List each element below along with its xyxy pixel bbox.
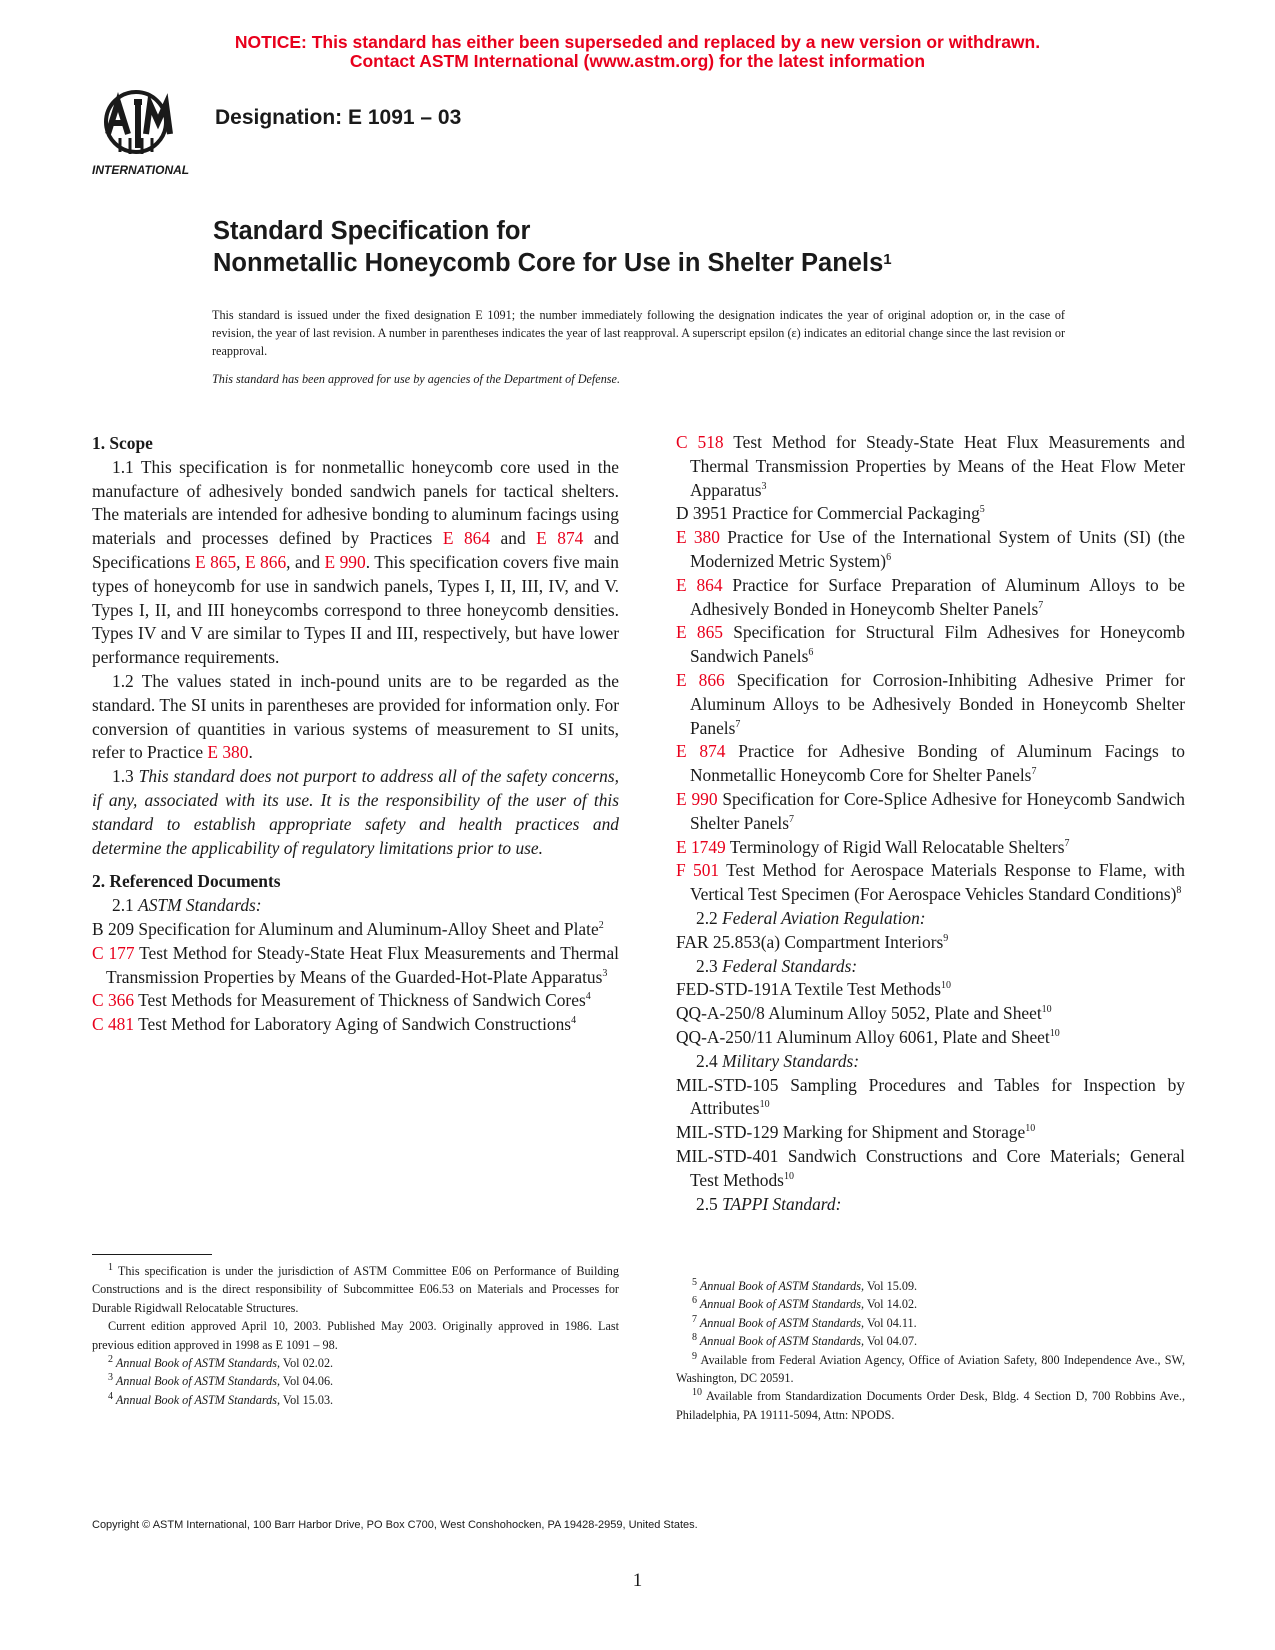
faa-ref-footnote-mark: 9 bbox=[943, 932, 949, 944]
title-line-2: Nonmetallic Honeycomb Core for Use in Shelter Panels$^1$ bbox=[213, 249, 892, 277]
astm-ref-code[interactable]: C 366 bbox=[92, 990, 135, 1011]
footnote-book-volume bbox=[92, 1391, 619, 1409]
astm-ref-title: Test Method for Aerospace Materials Response to Flame, with Vertical Test Specimen (For Aerospace Vehicles Standard Conditions) bbox=[690, 860, 1186, 905]
mil-ref-footnote-mark: 10 bbox=[1025, 1123, 1036, 1135]
designation: Designation: E 1091 – 03 bbox=[215, 106, 462, 129]
astm-ref-footnote-mark: 6 bbox=[808, 647, 814, 659]
fed-ref-item bbox=[676, 1002, 1185, 1026]
link-e866[interactable]: E 866 bbox=[244, 551, 287, 572]
mil-ref-title: Sandwich Constructions and Core Materials; General Test Methods bbox=[690, 1145, 1185, 1190]
astm-ref-item bbox=[92, 918, 619, 942]
fed-ref-footnote-mark: 10 bbox=[1049, 1028, 1060, 1040]
footnote-volume: Vol 02.02. bbox=[280, 1356, 334, 1371]
footnotes-left bbox=[92, 1262, 619, 1409]
faa-label: 2.2 Federal Aviation Regulation: bbox=[696, 907, 926, 928]
astm-ref-footnote-mark: 7 bbox=[1064, 837, 1070, 849]
title-line-1: Standard Specification for bbox=[213, 217, 531, 245]
footnote-book-volume bbox=[92, 1354, 619, 1372]
fed-ref-code: QQ-A-250/11 bbox=[676, 1026, 773, 1047]
fed-ref-footnote-mark: 10 bbox=[1041, 1004, 1052, 1016]
astm-ref-footnote-mark: 7 bbox=[1031, 766, 1037, 778]
right-column bbox=[676, 431, 1185, 1216]
mil-ref-item bbox=[676, 1074, 1185, 1122]
astm-ref-item bbox=[92, 989, 619, 1013]
footnote-1: $^1$ This specification is under the jurisdiction of ASTM Committee E06 on Performance of Building Constructions and is the direct responsibility of Subcommittee E06.53 on Materials and Processes for Durable Rigidwall Relocatable Structures. bbox=[92, 1261, 619, 1315]
astm-ref-footnote-mark: 3 bbox=[602, 967, 608, 979]
astm-ref-code[interactable]: E 864 bbox=[676, 574, 723, 595]
link-e380[interactable]: E 380 bbox=[207, 742, 249, 763]
footnote-mark: 7 bbox=[692, 1313, 697, 1325]
fed-ref-code: FED-STD-191A bbox=[676, 979, 791, 1000]
astm-ref-item bbox=[676, 740, 1185, 788]
fed-ref-item bbox=[676, 978, 1185, 1002]
astm-ref-title: Test Method for Laboratory Aging of Sandwich Constructions bbox=[134, 1014, 572, 1035]
tappi-standard-label: 2.5 TAPPI Standard: bbox=[696, 1193, 842, 1214]
astm-ref-title: Practice for Commercial Packaging bbox=[727, 503, 980, 524]
astm-ref-item bbox=[676, 836, 1185, 860]
faa-ref-item bbox=[676, 931, 1185, 955]
astm-ref-item bbox=[92, 942, 619, 990]
astm-ref-code[interactable]: C 481 bbox=[92, 1014, 135, 1035]
astm-ref-title: Specification for Aluminum and Aluminum-Alloy Sheet and Plate bbox=[134, 918, 599, 939]
fed-ref-item bbox=[676, 1026, 1185, 1050]
footnote-book-title: Annual Book of ASTM Standards, bbox=[113, 1392, 281, 1407]
astm-ref-footnote-mark: 8 bbox=[1176, 885, 1182, 897]
federal-reference-list bbox=[676, 978, 1185, 1049]
footnote-volume: Vol 15.09. bbox=[864, 1279, 918, 1293]
astm-ref-code[interactable]: E 865 bbox=[676, 622, 723, 643]
link-e864[interactable]: E 864 bbox=[442, 528, 491, 549]
astm-ref-footnote-mark: 7 bbox=[789, 813, 795, 825]
astm-ref-item bbox=[676, 502, 1185, 526]
footnote-10: $^{10}$ Available from Standardization Documents Order Desk, Bldg. 4 Section D, 700 Robbins Ave., Philadelphia, PA 19111-5094, Attn: NPODS. bbox=[676, 1387, 1185, 1422]
astm-ref-item bbox=[676, 788, 1185, 836]
mil-ref-title: Marking for Shipment and Storage bbox=[778, 1122, 1026, 1143]
section-heading-referenced-documents: 2. Referenced Documents bbox=[92, 871, 281, 892]
page-number: 1 bbox=[632, 1570, 643, 1591]
dod-approval-note: This standard has been approved for use by agencies of the Department of Defense. bbox=[212, 372, 620, 386]
astm-ref-item bbox=[676, 621, 1185, 669]
fed-ref-code: QQ-A-250/8 bbox=[676, 1003, 765, 1024]
astm-ref-title: Practice for Adhesive Bonding of Aluminum Facings to Nonmetallic Honeycomb Core for Shelter Panels bbox=[690, 741, 1185, 786]
astm-ref-code[interactable]: E 990 bbox=[676, 788, 718, 809]
right-reference-list bbox=[676, 431, 1185, 907]
footnote-volume: Vol 04.11. bbox=[864, 1315, 917, 1330]
footnote-mark: 4 bbox=[108, 1390, 113, 1402]
footnote-mark: 3 bbox=[108, 1372, 113, 1384]
faa-ref-code: FAR 25.853(a) bbox=[676, 931, 781, 952]
footnote-book-title: Annual Book of ASTM Standards, bbox=[697, 1334, 865, 1349]
footnote-volume: Vol 04.07. bbox=[864, 1334, 918, 1349]
footnote-book-volume bbox=[676, 1295, 1185, 1313]
mil-ref-code: MIL-STD-401 bbox=[676, 1145, 779, 1166]
astm-ref-code[interactable]: E 874 bbox=[676, 741, 726, 762]
fed-ref-title: Aluminum Alloy 6061, Plate and Sheet bbox=[772, 1026, 1050, 1047]
title-footnote-mark: 1 bbox=[883, 251, 892, 268]
astm-ref-item bbox=[676, 669, 1185, 740]
footnote-mark: 6 bbox=[692, 1295, 697, 1307]
standard-issuance-note: This standard is issued under the fixed designation E 1091; the number immediately following the designation indicates the year of original adoption or, in the case of revision, the year of last revision. A number in parentheses indicates the year of last reapproval. A superscript epsilon (ε) indicates an editorial change since the last revision or reapproval. bbox=[212, 308, 1065, 358]
copyright-line: Copyright © ASTM International, 100 Barr Harbor Drive, PO Box C700, West Conshohocken, PA 19428-2959, United States. bbox=[92, 1519, 698, 1531]
astm-ref-code[interactable]: C 518 bbox=[676, 432, 724, 452]
logo-text: INTERNATIONAL bbox=[92, 163, 190, 177]
astm-ref-title: Test Method for Steady-State Heat Flux Measurements and Thermal Transmission Properties by Means of the Guarded-Hot-Plate Apparatus bbox=[106, 942, 619, 987]
astm-ref-title: Test Methods for Measurement of Thickness of Sandwich Cores bbox=[134, 990, 586, 1011]
footnote-book-title: Annual Book of ASTM Standards, bbox=[697, 1297, 865, 1312]
notice-line-2: Contact ASTM International (www.astm.org) for the latest information bbox=[349, 51, 926, 71]
fed-ref-title: Textile Test Methods bbox=[790, 979, 942, 1000]
footnote-volume: Vol 04.06. bbox=[280, 1374, 334, 1389]
astm-standards-label: 2.1 ASTM Standards: bbox=[112, 895, 262, 916]
footnote-book-title: Annual Book of ASTM Standards, bbox=[697, 1315, 865, 1330]
footnote-mark: 5 bbox=[692, 1276, 697, 1288]
footnote-book-volume bbox=[676, 1277, 1185, 1295]
astm-ref-footnote-mark: 2 bbox=[598, 920, 604, 932]
withdrawal-notice bbox=[0, 33, 1275, 71]
scope-paragraph-1-2: 1.2 The values stated in inch-pound units are to be regarded as the standard. The SI units in parentheses are provided for information only. For conversion of quantities in various systems of measurement to SI units, refer to Practice E 380. bbox=[92, 670, 619, 763]
scope-paragraph-1-3: 1.3 This standard does not purport to address all of the safety concerns, if any, associated with its use. It is the responsibility of the user of this standard to establish appropriate safety and health practices and determine the applicability of regulatory limitations prior to use. bbox=[92, 766, 619, 858]
footnote-9: $^9$ Available from Federal Aviation Agency, Office of Aviation Safety, 800 Independence Ave., SW, Washington, DC 20591. bbox=[676, 1350, 1185, 1386]
footnote-book-title: Annual Book of ASTM Standards, bbox=[113, 1374, 281, 1389]
astm-ref-title: Specification for Structural Film Adhesives for Honeycomb Sandwich Panels bbox=[690, 622, 1185, 667]
astm-ref-footnote-mark: 7 bbox=[735, 718, 741, 730]
footnote-book-title: Annual Book of ASTM Standards, bbox=[697, 1279, 865, 1293]
astm-ref-title: Specification for Corrosion-Inhibiting Adhesive Primer for Aluminum Alloys to be Adhesively Bonded in Honeycomb Shelter Panels bbox=[690, 669, 1185, 738]
astm-ref-code: D 3951 bbox=[676, 503, 728, 524]
footnote-book-title: Annual Book of ASTM Standards, bbox=[113, 1356, 281, 1371]
astm-ref-code[interactable]: F 501 bbox=[676, 860, 720, 881]
astm-logo-icon bbox=[90, 88, 200, 180]
astm-ref-footnote-mark: 4 bbox=[571, 1015, 577, 1027]
astm-ref-item bbox=[676, 574, 1185, 622]
astm-ref-code[interactable]: E 380 bbox=[676, 527, 720, 548]
astm-ref-footnote-mark: 7 bbox=[1038, 599, 1044, 611]
left-reference-list bbox=[92, 918, 619, 1037]
footnote-divider-left bbox=[92, 1254, 212, 1255]
astm-ref-footnote-mark: 6 bbox=[886, 552, 892, 564]
astm-ref-code[interactable]: E 866 bbox=[676, 669, 725, 690]
footnote-book-volume bbox=[676, 1332, 1185, 1350]
astm-ref-item bbox=[676, 431, 1185, 502]
footnotes-right bbox=[676, 1277, 1185, 1424]
footnote-edition: Current edition approved April 10, 2003. Published May 2003. Originally approved in 1986. Last previous edition approved in 1998 as E 1091 – 98. bbox=[92, 1319, 619, 1352]
astm-ref-code[interactable]: C 177 bbox=[92, 942, 135, 963]
mil-ref-item bbox=[676, 1121, 1185, 1145]
mil-ref-item bbox=[676, 1145, 1185, 1193]
astm-ref-footnote-mark: 4 bbox=[585, 991, 591, 1003]
scope-paragraph-1-1: 1.1 This specification is for nonmetallic honeycomb core used in the manufacture of adhesively bonded sandwich panels for tactical shelters. The materials are intended for adhesive bonding to aluminum facings using materials and processes defined by Practices E 864 and E 874 and Specifications E 865, E 866, and E 990. This specification covers five main types of honeycomb for use in sandwich panels, Types I, II, III, IV, and V. Types I, II, and III honeycombs correspond to three honeycomb densities. Types IV and V are similar to Types II and III, respectively, but have lower performance requirements. bbox=[92, 456, 619, 668]
footnote-book-volume bbox=[676, 1314, 1185, 1332]
astm-ref-item bbox=[676, 526, 1185, 574]
notice-line-1: NOTICE: This standard has either been superseded and replaced by a new version or withdrawn. bbox=[234, 32, 1041, 52]
link-e990[interactable]: E 990 bbox=[324, 551, 366, 572]
left-column bbox=[92, 432, 619, 1037]
federal-standards-label: 2.3 Federal Standards: bbox=[696, 955, 858, 976]
fed-ref-footnote-mark: 10 bbox=[941, 980, 952, 992]
mil-ref-code: MIL-STD-129 bbox=[676, 1122, 779, 1143]
document-title bbox=[213, 215, 892, 279]
astm-ref-footnote-mark: 3 bbox=[761, 480, 767, 492]
mil-ref-title: Sampling Procedures and Tables for Inspection by Attributes bbox=[690, 1074, 1185, 1119]
mil-ref-footnote-mark: 10 bbox=[783, 1170, 794, 1182]
faa-reference-list bbox=[676, 931, 1185, 955]
mil-ref-footnote-mark: 10 bbox=[759, 1099, 770, 1111]
astm-ref-code: B 209 bbox=[92, 918, 135, 939]
footnote-book-volume bbox=[92, 1372, 619, 1390]
astm-ref-item bbox=[92, 1013, 619, 1037]
footnote-volume: Vol 14.02. bbox=[864, 1297, 918, 1312]
astm-ref-title: Practice for Use of the International System of Units (SI) (the Modernized Metric System) bbox=[690, 527, 1185, 571]
astm-ref-footnote-mark: 5 bbox=[979, 504, 985, 516]
footnote-mark: 2 bbox=[108, 1353, 113, 1365]
astm-ref-title: Test Method for Steady-State Heat Flux Measurements and Thermal Transmission Properties by Means of the Heat Flow Meter Apparatus bbox=[690, 432, 1185, 500]
astm-ref-code[interactable]: E 1749 bbox=[676, 836, 726, 857]
footnote-volume: Vol 15.03. bbox=[280, 1392, 334, 1407]
faa-ref-title: Compartment Interiors bbox=[780, 931, 944, 952]
astm-ref-title: Practice for Surface Preparation of Aluminum Alloys to be Adhesively Bonded in Honeycomb Shelter Panels bbox=[690, 574, 1185, 619]
mil-ref-code: MIL-STD-105 bbox=[676, 1074, 779, 1095]
footnote-left-books bbox=[92, 1354, 619, 1409]
astm-ref-title: Terminology of Rigid Wall Relocatable Shelters bbox=[725, 836, 1065, 857]
footnote-mark: 8 bbox=[692, 1332, 697, 1344]
military-standards-label: 2.4 Military Standards: bbox=[696, 1050, 860, 1071]
astm-ref-item bbox=[676, 859, 1185, 907]
military-reference-list bbox=[676, 1074, 1185, 1193]
footnote-right-books bbox=[676, 1277, 1185, 1351]
link-e874[interactable]: E 874 bbox=[536, 528, 584, 549]
fed-ref-title: Aluminum Alloy 5052, Plate and Sheet bbox=[764, 1003, 1042, 1024]
section-heading-scope: 1. Scope bbox=[92, 433, 153, 453]
astm-ref-title: Specification for Core-Splice Adhesive for Honeycomb Sandwich Shelter Panels bbox=[690, 788, 1185, 833]
link-e865[interactable]: E 865 bbox=[194, 551, 237, 572]
astm-logo bbox=[90, 88, 200, 180]
